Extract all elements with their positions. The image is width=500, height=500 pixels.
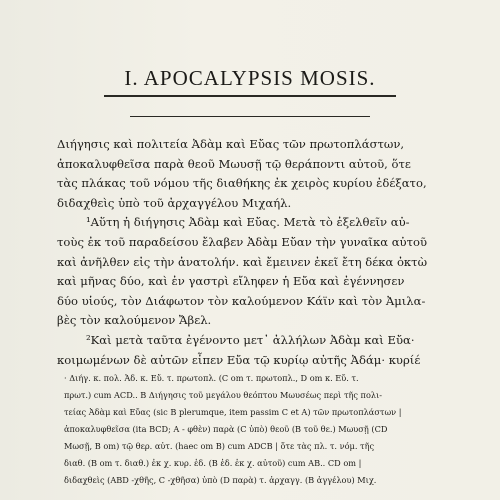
body-line: δύο υἱούς, τὸν Διάφωτον τὸν καλούμενον Κάϊν καὶ τὸν Ἀμιλα- [57, 293, 426, 308]
footnote-line: ἀποκαλυφθεῖσα (ita BCD; A - φθὲν) παρὰ (C ὑπὸ) θεοῦ (B τοῦ θε.) Μωυσῇ (CD [64, 424, 388, 434]
body-line: ἀποκαλυφθεῖσα παρὰ θεοῦ Μωυσῇ τῷ θεράποντι αὐτοῦ, ὅτε [57, 156, 411, 171]
body-line: κοιμωμένων δὲ αὐτῶν εἶπεν Εὔα τῷ κυρίῳ αὐτῆς Ἀδάμ· κυρίέ [57, 352, 421, 367]
body-text [57, 135, 457, 370]
body-line: ²Καὶ μετὰ ταῦτα ἐγένοντο μετ᾽ ἀλλήλων Ἀδὰμ καὶ Εὔα· [86, 332, 415, 347]
footnote-line: διαθ. (B om τ. διαθ.) ἐκ χ. κυρ. ἐδ. (B ἐδ. ἐκ χ. αὐτοῦ) cum AB.. CD om | [64, 458, 362, 468]
footnotes [64, 370, 464, 489]
body-line: Διήγησις καὶ πολιτεία Ἀδὰμ καὶ Εὔας τῶν πρωτοπλάστων, [57, 137, 405, 151]
footnote-line: διδαχθεὶς (ABD -χθῆς, C -χθῆσα) ὑπὸ (D παρὰ) τ. ἀρχαγγ. (B ἀγγέλου) Μιχ. [64, 475, 377, 485]
body-line: διδαχθεὶς ὑπὸ τοῦ ἀρχαγγέλου Μιχαήλ. [57, 195, 292, 210]
footnote-line: Μωσῇ, B om) τῷ θερ. αὐτ. (haec om B) cum ADCB | ὅτε τὰς πλ. τ. νόμ. τῆς [64, 441, 375, 451]
body-line: βὲς τὸν καλούμενον Ἄβελ. [57, 313, 212, 328]
title-top-rule [104, 95, 396, 97]
footnote-line: τείας Ἀδὰμ καὶ Εὔας (sic B plerumque, item passim C et A) τῶν πρωτοπλάστων | [64, 407, 402, 417]
body-line: τοὺς ἐκ τοῦ παραδείσου ἔλαβεν Ἀδὰμ Εὔαν τὴν γυναῖκα αὐτοῦ [57, 234, 428, 249]
title-bottom-rule [130, 116, 370, 117]
body-line: ¹Αὕτη ἡ διήγησις Ἀδὰμ καὶ Εὔας. Μετὰ τὸ ἐξελθεῖν αὐ- [86, 215, 410, 230]
footnote-line: · Διήγ. κ. πολ. Ἀδ. κ. Εὔ. τ. πρωτοπλ. (C om τ. πρωτοπλ., D om κ. Εὔ. τ. [64, 373, 359, 383]
footnote-line: πρωτ.) cum ACD.. Β Διήγησις τοῦ μεγάλου θεόπτου Μωυσέως περὶ τῆς πολι- [64, 390, 383, 400]
body-line: καὶ ἀνῆλθεν εἰς τὴν ἀνατολήν. καὶ ἔμεινεν ἐκεῖ ἔτη δέκα ὀκτὼ [57, 254, 428, 269]
body-line: τὰς πλάκας τοῦ νόμου τῆς διαθήκης ἐκ χειρὸς κυρίου ἐδέξατο, [57, 176, 427, 191]
page-title: I. APOCALYPSIS MOSIS. [124, 66, 376, 90]
body-line: καὶ μῆνας δύο, καὶ ἐν γαστρὶ εἴληφεν ἡ Εὔα καὶ ἐγέννησεν [57, 274, 405, 289]
